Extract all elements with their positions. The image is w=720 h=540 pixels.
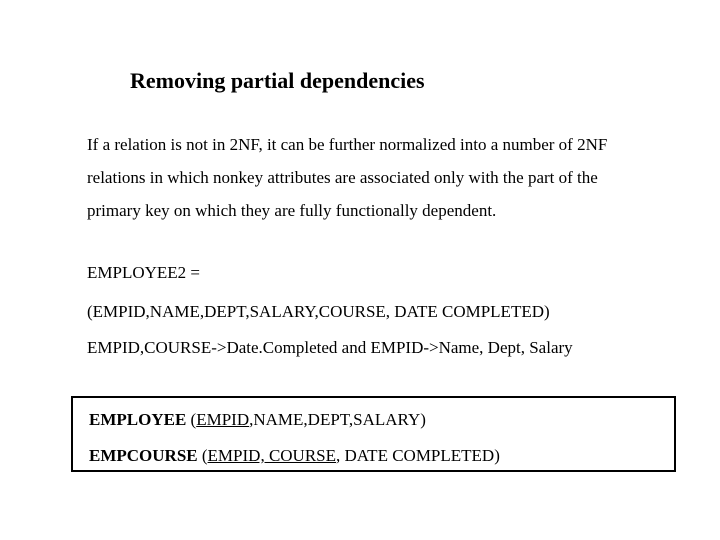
empcourse-primary-key: EMPID, COURSE bbox=[207, 446, 337, 465]
intro-paragraph bbox=[87, 128, 687, 227]
intro-line: If a relation is not in 2NF, it can be further normalized into a number of 2NF bbox=[87, 135, 608, 154]
intro-line: primary key on which they are fully functionally dependent. bbox=[87, 201, 497, 220]
empcourse-attributes: , DATE COMPLETED) bbox=[336, 446, 500, 465]
intro-line: relations in which nonkey attributes are associated only with the part of the bbox=[87, 168, 598, 187]
empcourse-relation bbox=[89, 446, 500, 466]
employee-attributes: ,NAME,DEPT,SALARY) bbox=[249, 410, 426, 429]
employee-relation bbox=[89, 410, 426, 430]
result-box bbox=[71, 396, 676, 472]
empcourse-relation-name: EMPCOURSE bbox=[89, 446, 198, 465]
empcourse-open-paren: ( bbox=[197, 446, 208, 465]
employee-relation-name: EMPLOYEE bbox=[89, 410, 187, 429]
employee-open-paren: ( bbox=[186, 410, 197, 429]
relation-attributes: (EMPID,NAME,DEPT,SALARY,COURSE, DATE COMPLETED) bbox=[87, 302, 550, 321]
employee-primary-key: EMPID bbox=[196, 410, 250, 429]
page-title: Removing partial dependencies bbox=[130, 68, 425, 93]
relation-dependencies: EMPID,COURSE->Date.Completed and EMPID->Name, Dept, Salary bbox=[87, 338, 573, 357]
relation-heading: EMPLOYEE2 = bbox=[87, 263, 200, 282]
